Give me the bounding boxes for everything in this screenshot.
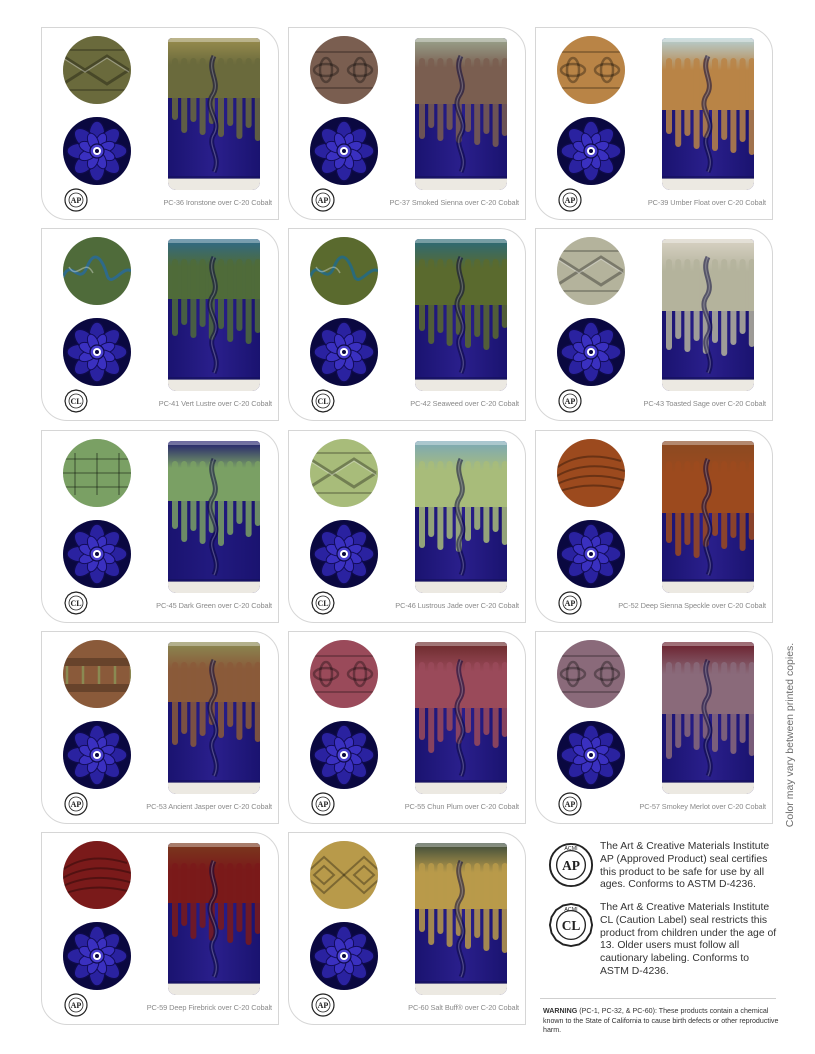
glaze-caption: PC-60 Salt Buff® over C-20 Cobalt [408, 1003, 519, 1012]
ap-seal-icon [311, 188, 335, 212]
glaze-card-pc-55 [288, 631, 526, 824]
ap-seal-icon [311, 993, 335, 1017]
glaze-caption: PC-37 Smoked Sienna over C-20 Cobalt [389, 198, 519, 207]
ap-seal-icon [311, 792, 335, 816]
cobalt-rosette-disk [310, 318, 378, 386]
glaze-caption: PC-41 Vert Lustre over C-20 Cobalt [158, 399, 272, 408]
glaze-caption: PC-46 Lustrous Jade over C-20 Cobalt [395, 601, 519, 610]
cobalt-rosette-disk [63, 318, 131, 386]
ap-seal-icon [558, 389, 582, 413]
svg-text:AP: AP [564, 397, 576, 406]
glaze-caption: PC-59 Deep Firebrick over C-20 Cobalt [146, 1003, 272, 1012]
glaze-swatch-disk [310, 640, 378, 708]
cobalt-rosette-disk [557, 721, 625, 789]
test-tile-image [168, 843, 260, 995]
cobalt-rosette-disk [310, 721, 378, 789]
svg-text:CL: CL [70, 397, 82, 406]
svg-text:AP: AP [564, 599, 576, 608]
cobalt-rosette-disk [557, 117, 625, 185]
glaze-card-pc-36 [41, 27, 279, 220]
glaze-caption: PC-53 Ancient Jasper over C-20 Cobalt [146, 802, 272, 811]
glaze-card-pc-43 [535, 228, 773, 421]
test-tile-image [415, 441, 507, 593]
glaze-card-pc-46 [288, 430, 526, 623]
svg-text:CL: CL [317, 397, 329, 406]
cobalt-rosette-disk [310, 117, 378, 185]
glaze-caption: PC-57 Smokey Merlot over C-20 Cobalt [639, 802, 766, 811]
glaze-swatch-disk [63, 841, 131, 909]
warning-text: (PC-1, PC-32, & PC-60): These products contain a chemical known to the State of California to cause birth defects or other reproductive harm. [543, 1007, 779, 1035]
glaze-swatch-disk [310, 439, 378, 507]
cobalt-rosette-disk [63, 520, 131, 588]
glaze-swatch-disk [310, 841, 378, 909]
test-tile-image [415, 642, 507, 794]
cl-seal-icon [311, 591, 335, 615]
glaze-card-pc-53 [41, 631, 279, 824]
svg-text:AP: AP [317, 800, 329, 809]
glaze-swatch-disk [63, 439, 131, 507]
glaze-swatch-disk [557, 640, 625, 708]
test-tile-image [662, 38, 754, 190]
ap-seal-icon [558, 792, 582, 816]
cl-seal-icon [548, 902, 594, 948]
glaze-swatch-disk [310, 237, 378, 305]
svg-text:CL: CL [317, 599, 329, 608]
divider [540, 998, 776, 999]
cobalt-rosette-disk [63, 721, 131, 789]
svg-text:AP: AP [70, 196, 82, 205]
cobalt-rosette-disk [310, 520, 378, 588]
cl-seal-icon [64, 591, 88, 615]
cobalt-rosette-disk [63, 922, 131, 990]
svg-text:AP: AP [317, 196, 329, 205]
ap-seal-letters: AP [562, 857, 580, 873]
glaze-caption: PC-52 Deep Sienna Speckle over C-20 Cobalt [618, 601, 766, 610]
ap-seal-description: The Art & Creative Materials Institute AP (Approved Product) seal certifies this product to be safe for use by all ages. Conforms to ASTM D-4236. [600, 841, 770, 891]
test-tile-image [662, 642, 754, 794]
test-tile-image [415, 843, 507, 995]
cobalt-rosette-disk [557, 520, 625, 588]
glaze-card-pc-52 [535, 430, 773, 623]
ap-seal-icon [558, 188, 582, 212]
glaze-swatch-disk [557, 439, 625, 507]
warning-label: WARNING [543, 1007, 578, 1015]
ap-seal-ring-text: ACMI [564, 846, 578, 853]
glaze-caption: PC-43 Toasted Sage over C-20 Cobalt [643, 399, 766, 408]
glaze-swatch-disk [63, 640, 131, 708]
test-tile-image [415, 38, 507, 190]
glaze-card-pc-39 [535, 27, 773, 220]
glaze-swatch-disk [310, 36, 378, 104]
glaze-card-pc-57 [535, 631, 773, 824]
glaze-card-pc-60 [288, 832, 526, 1025]
test-tile-image [662, 239, 754, 391]
cl-seal-letters: CL [561, 917, 581, 933]
ap-seal-icon [558, 591, 582, 615]
glaze-caption: PC-45 Dark Green over C-20 Cobalt [156, 601, 272, 610]
cobalt-rosette-disk [63, 117, 131, 185]
svg-text:AP: AP [564, 196, 576, 205]
test-tile-image [168, 38, 260, 190]
glaze-card-pc-41 [41, 228, 279, 421]
glaze-caption: PC-42 Seaweed over C-20 Cobalt [410, 399, 519, 408]
glaze-card-pc-42 [288, 228, 526, 421]
svg-text:AP: AP [70, 800, 82, 809]
svg-text:AP: AP [564, 800, 576, 809]
test-tile-image [168, 642, 260, 794]
glaze-caption: PC-36 Ironstone over C-20 Cobalt [163, 198, 272, 207]
glaze-card-pc-45 [41, 430, 279, 623]
test-tile-image [662, 441, 754, 593]
ap-seal-icon [64, 792, 88, 816]
svg-text:AP: AP [317, 1001, 329, 1010]
cl-seal-description: The Art & Creative Materials Institute CL (Caution Label) seal restricts this product from children under the age of 13. Older users must follow all cautionary labeling. Conforms to ASTM D-4236. [600, 902, 777, 977]
glaze-swatch-disk [63, 36, 131, 104]
cobalt-rosette-disk [557, 318, 625, 386]
glaze-card-pc-37 [288, 27, 526, 220]
color-disclaimer-text: Color may vary between printed copies. [784, 642, 796, 828]
cobalt-rosette-disk [310, 922, 378, 990]
cl-seal-ring-text: ACMI [564, 907, 578, 914]
glaze-caption: PC-39 Umber Float over C-20 Cobalt [647, 198, 766, 207]
test-tile-image [415, 239, 507, 391]
glaze-swatch-disk [63, 237, 131, 305]
ap-seal-icon [64, 993, 88, 1017]
cl-seal-icon [311, 389, 335, 413]
glaze-caption: PC-55 Chun Plum over C-20 Cobalt [404, 802, 519, 811]
glaze-swatch-disk [557, 36, 625, 104]
glaze-swatch-disk [557, 237, 625, 305]
ap-seal-icon [548, 842, 594, 888]
svg-text:AP: AP [70, 1001, 82, 1010]
test-tile-image [168, 441, 260, 593]
glaze-card-pc-59 [41, 832, 279, 1025]
ap-seal-icon [64, 188, 88, 212]
prop65-warning [543, 1007, 783, 1036]
test-tile-image [168, 239, 260, 391]
color-disclaimer [780, 640, 800, 830]
svg-text:CL: CL [70, 599, 82, 608]
cl-seal-icon [64, 389, 88, 413]
